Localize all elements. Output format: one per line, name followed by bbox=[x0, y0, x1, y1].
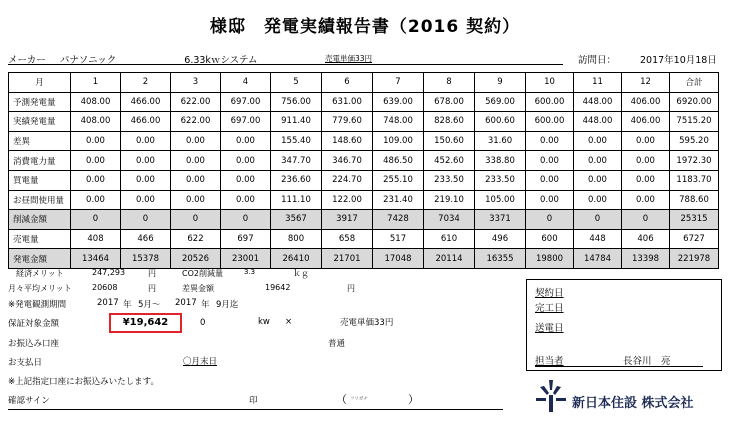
table-cell: 0.00 bbox=[622, 170, 670, 190]
table-cell: 600 bbox=[526, 229, 574, 249]
table-cell: 610 bbox=[424, 229, 475, 249]
table-cell: 0.00 bbox=[526, 151, 574, 171]
column-header-cell: 9 bbox=[475, 73, 526, 93]
guarantee-kw: kw bbox=[258, 317, 270, 327]
table-cell: 233.50 bbox=[475, 170, 526, 190]
table-cell: 21701 bbox=[322, 249, 373, 269]
table-cell: 406 bbox=[622, 229, 670, 249]
table-cell: 0.00 bbox=[71, 170, 121, 190]
row-label: 売電量 bbox=[9, 229, 71, 249]
table-cell: 448.00 bbox=[574, 112, 622, 132]
table-cell: 486.50 bbox=[373, 151, 424, 171]
guarantee-zero: 0 bbox=[200, 318, 206, 328]
observation-start-year: 2017 bbox=[97, 298, 119, 308]
table-cell: 0.00 bbox=[221, 170, 271, 190]
table-cell: 105.00 bbox=[475, 190, 526, 210]
table-cell: 0 bbox=[71, 210, 121, 230]
table-cell: 756.00 bbox=[271, 92, 322, 112]
table-row bbox=[9, 112, 719, 132]
table-cell: 233.50 bbox=[424, 170, 475, 190]
staff-underline bbox=[535, 366, 703, 367]
monthly-average-value: 20608 bbox=[92, 283, 118, 292]
company-logo-icon bbox=[534, 378, 568, 414]
table-cell: 236.60 bbox=[271, 170, 322, 190]
table-cell: 0 bbox=[171, 210, 221, 230]
table-cell: 622 bbox=[171, 229, 221, 249]
table-cell: 0 bbox=[622, 210, 670, 230]
table-cell: 406.00 bbox=[622, 112, 670, 132]
table-cell: 0.00 bbox=[71, 190, 121, 210]
table-cell: 600.60 bbox=[475, 112, 526, 132]
table-cell: 231.40 bbox=[373, 190, 424, 210]
maker-underline bbox=[8, 64, 563, 65]
table-cell: 20114 bbox=[424, 249, 475, 269]
table-cell: 25315 bbox=[670, 210, 719, 230]
table-cell: 517 bbox=[373, 229, 424, 249]
table-cell: 600.00 bbox=[526, 112, 574, 132]
contract-date-label: 契約日 bbox=[535, 288, 564, 299]
table-cell: 0.00 bbox=[574, 131, 622, 151]
table-cell: 17048 bbox=[373, 249, 424, 269]
table-cell: 406.00 bbox=[622, 92, 670, 112]
table-row bbox=[9, 190, 719, 210]
table-cell: 408.00 bbox=[71, 92, 121, 112]
diff-amount-yen: 円 bbox=[347, 284, 355, 293]
economic-merit-label: 経済メリット bbox=[16, 269, 64, 278]
table-cell: 0.00 bbox=[121, 170, 171, 190]
co2-label: CO2削減量 bbox=[182, 269, 223, 278]
table-cell: 0 bbox=[121, 210, 171, 230]
observation-end-month: 9月迄 bbox=[216, 300, 239, 310]
table-cell: 7515.20 bbox=[670, 112, 719, 132]
column-header-cell: 2 bbox=[121, 73, 171, 93]
table-cell: 466 bbox=[121, 229, 171, 249]
monthly-average-label: 月々平均メリット bbox=[8, 284, 72, 293]
table-row bbox=[9, 210, 719, 230]
completion-date-label: 完工日 bbox=[535, 303, 564, 314]
table-cell: 697 bbox=[221, 229, 271, 249]
table-cell: 639.00 bbox=[373, 92, 424, 112]
table-cell: 346.70 bbox=[322, 151, 373, 171]
generation-table bbox=[8, 72, 719, 269]
column-header-cell: 合計 bbox=[670, 73, 719, 93]
table-cell: 15378 bbox=[121, 249, 171, 269]
confirm-sign-label: 確認サイン bbox=[8, 396, 50, 406]
column-header-cell: 8 bbox=[424, 73, 475, 93]
table-cell: 0 bbox=[526, 210, 574, 230]
table-cell: 0.00 bbox=[71, 131, 121, 151]
table-cell: 0.00 bbox=[574, 170, 622, 190]
table-cell: 0.00 bbox=[622, 190, 670, 210]
row-label: 消費電力量 bbox=[9, 151, 71, 171]
column-header-cell: 3 bbox=[171, 73, 221, 93]
table-cell: 911.40 bbox=[271, 112, 322, 132]
table-cell: 569.00 bbox=[475, 92, 526, 112]
row-label: 差異 bbox=[9, 131, 71, 151]
row-label: 実績発電量 bbox=[9, 112, 71, 132]
table-cell: 697.00 bbox=[221, 92, 271, 112]
table-cell: 0.00 bbox=[221, 131, 271, 151]
table-row bbox=[9, 131, 719, 151]
table-cell: 13398 bbox=[622, 249, 670, 269]
table-cell: 221978 bbox=[670, 249, 719, 269]
monthly-average-yen: 円 bbox=[148, 284, 156, 293]
table-cell: 109.00 bbox=[373, 131, 424, 151]
maker-name: パナソニック bbox=[59, 55, 117, 66]
table-cell: 748.00 bbox=[373, 112, 424, 132]
table-cell: 20526 bbox=[171, 249, 221, 269]
table-cell: 224.70 bbox=[322, 170, 373, 190]
column-header-cell: 5 bbox=[271, 73, 322, 93]
table-cell: 595.20 bbox=[670, 131, 719, 151]
contract-info-box bbox=[526, 279, 722, 371]
table-cell: 7034 bbox=[424, 210, 475, 230]
row-label: 発電金額 bbox=[9, 249, 71, 269]
table-cell: 466.00 bbox=[121, 112, 171, 132]
table-cell: 0.00 bbox=[526, 170, 574, 190]
table-cell: 828.60 bbox=[424, 112, 475, 132]
table-cell: 678.00 bbox=[424, 92, 475, 112]
table-cell: 448 bbox=[574, 229, 622, 249]
table-cell: 631.00 bbox=[322, 92, 373, 112]
observation-end-year-char: 年 bbox=[201, 300, 210, 310]
table-cell: 697.00 bbox=[221, 112, 271, 132]
staff-name: 長谷川 亮 bbox=[623, 356, 671, 367]
table-cell: 448.00 bbox=[574, 92, 622, 112]
table-cell: 0.00 bbox=[171, 151, 221, 171]
column-header-cell: 7 bbox=[373, 73, 424, 93]
table-cell: 0.00 bbox=[121, 151, 171, 171]
diff-amount-value: 19642 bbox=[265, 283, 291, 292]
table-cell: 496 bbox=[475, 229, 526, 249]
month-header-cell: 月 bbox=[9, 73, 71, 93]
diff-amount-label: 差異金額 bbox=[182, 284, 214, 293]
table-cell: 658 bbox=[322, 229, 373, 249]
table-cell: 779.60 bbox=[322, 112, 373, 132]
power-date-label: 送電日 bbox=[535, 323, 564, 334]
table-cell: 23001 bbox=[221, 249, 271, 269]
row-label: 予測発電量 bbox=[9, 92, 71, 112]
guarantee-unit-price: 売電単価33円 bbox=[340, 318, 394, 328]
table-cell: 0.00 bbox=[171, 190, 221, 210]
co2-value: 3.3 bbox=[244, 268, 256, 276]
table-cell: 122.00 bbox=[322, 190, 373, 210]
co2-unit: ｋｇ bbox=[293, 269, 309, 278]
table-row bbox=[9, 229, 719, 249]
table-cell: 0.00 bbox=[71, 151, 121, 171]
table-cell: 3567 bbox=[271, 210, 322, 230]
row-label: 削減金額 bbox=[9, 210, 71, 230]
table-cell: 14784 bbox=[574, 249, 622, 269]
company-logo bbox=[534, 378, 724, 414]
table-cell: 0 bbox=[221, 210, 271, 230]
column-header-cell: 12 bbox=[622, 73, 670, 93]
table-cell: 0.00 bbox=[171, 131, 221, 151]
furigana-close-paren: ） bbox=[408, 393, 419, 406]
table-cell: 452.60 bbox=[424, 151, 475, 171]
table-cell: 0.00 bbox=[622, 131, 670, 151]
observation-start-year-char: 年 bbox=[123, 300, 132, 310]
maker-label: メーカー bbox=[8, 55, 46, 66]
table-cell: 155.40 bbox=[271, 131, 322, 151]
header-unit-price: 売電単価33円 bbox=[325, 54, 373, 63]
column-header-cell: 1 bbox=[71, 73, 121, 93]
table-cell: 150.60 bbox=[424, 131, 475, 151]
table-cell: 19800 bbox=[526, 249, 574, 269]
table-cell: 0.00 bbox=[221, 190, 271, 210]
guarantee-label: 保証対象金額 bbox=[8, 319, 60, 329]
table-cell: 219.10 bbox=[424, 190, 475, 210]
table-cell: 800 bbox=[271, 229, 322, 249]
table-cell: 600.00 bbox=[526, 92, 574, 112]
row-label: お昼間使用量 bbox=[9, 190, 71, 210]
table-cell: 6727 bbox=[670, 229, 719, 249]
company-name: 新日本住設 株式会社 bbox=[572, 396, 694, 411]
observation-end-year: 2017 bbox=[175, 298, 197, 308]
visit-date-value: 2017年10月18日 bbox=[640, 55, 717, 66]
table-cell: 3917 bbox=[322, 210, 373, 230]
table-cell: 111.10 bbox=[271, 190, 322, 210]
guarantee-amount: ¥19,642 bbox=[109, 313, 182, 333]
table-cell: 0.00 bbox=[574, 151, 622, 171]
table-cell: 148.60 bbox=[322, 131, 373, 151]
table-cell: 0.00 bbox=[526, 131, 574, 151]
furigana-open-paren: （ bbox=[336, 393, 347, 406]
system-size: 6.33kｗシステム bbox=[184, 55, 258, 66]
column-header-cell: 4 bbox=[221, 73, 271, 93]
column-header-cell: 10 bbox=[526, 73, 574, 93]
row-label: 買電量 bbox=[9, 170, 71, 190]
table-cell: 622.00 bbox=[171, 92, 221, 112]
table-cell: 466.00 bbox=[121, 92, 171, 112]
report-title: 様邸 発電実績報告書（2016 契約） bbox=[209, 17, 521, 37]
table-cell: 6920.00 bbox=[670, 92, 719, 112]
furigana-hint: フリガナ bbox=[350, 397, 368, 402]
column-header-cell: 11 bbox=[574, 73, 622, 93]
table-cell: 255.10 bbox=[373, 170, 424, 190]
table-cell: 0.00 bbox=[574, 190, 622, 210]
table-cell: 13464 bbox=[71, 249, 121, 269]
visit-date-label: 訪問日： bbox=[578, 55, 617, 66]
table-cell: 408 bbox=[71, 229, 121, 249]
transfer-note: ※上記指定口座にお振込みいたします。 bbox=[8, 377, 159, 387]
observation-start-month: 5月～ bbox=[138, 300, 161, 310]
transfer-account-value: 普通 bbox=[328, 339, 346, 349]
table-cell: 0.00 bbox=[121, 190, 171, 210]
table-cell: 1972.30 bbox=[670, 151, 719, 171]
table-cell: 16355 bbox=[475, 249, 526, 269]
table-row bbox=[9, 249, 719, 269]
economic-merit-value: 247,293 bbox=[92, 268, 126, 277]
table-cell: 0.00 bbox=[171, 170, 221, 190]
table-cell: 3371 bbox=[475, 210, 526, 230]
table-row bbox=[9, 92, 719, 112]
column-header-cell: 6 bbox=[322, 73, 373, 93]
table-cell: 1183.70 bbox=[670, 170, 719, 190]
table-cell: 7428 bbox=[373, 210, 424, 230]
table-cell: 622.00 bbox=[171, 112, 221, 132]
table-cell: 347.70 bbox=[271, 151, 322, 171]
table-cell: 26410 bbox=[271, 249, 322, 269]
table-cell: 408.00 bbox=[71, 112, 121, 132]
observation-label: ※発電観測期間 bbox=[8, 300, 67, 310]
transfer-account-label: お振込み口座 bbox=[8, 339, 60, 349]
table-header-row bbox=[9, 73, 719, 93]
guarantee-times: × bbox=[285, 317, 293, 327]
payment-date-value: 〇月末日 bbox=[183, 357, 218, 367]
table-cell: 338.80 bbox=[475, 151, 526, 171]
staff-label: 担当者 bbox=[535, 356, 564, 367]
confirm-sign-line bbox=[8, 409, 503, 410]
table-cell: 0 bbox=[574, 210, 622, 230]
table-row bbox=[9, 151, 719, 171]
economic-merit-yen: 円 bbox=[148, 269, 156, 278]
payment-date-label: お支払日 bbox=[8, 358, 43, 368]
table-cell: 788.60 bbox=[670, 190, 719, 210]
table-cell: 0.00 bbox=[622, 151, 670, 171]
table-row bbox=[9, 170, 719, 190]
table-cell: 0.00 bbox=[526, 190, 574, 210]
table-cell: 0.00 bbox=[221, 151, 271, 171]
table-cell: 0.00 bbox=[121, 131, 171, 151]
table-cell: 31.60 bbox=[475, 131, 526, 151]
seal-mark: 印 bbox=[249, 396, 258, 406]
